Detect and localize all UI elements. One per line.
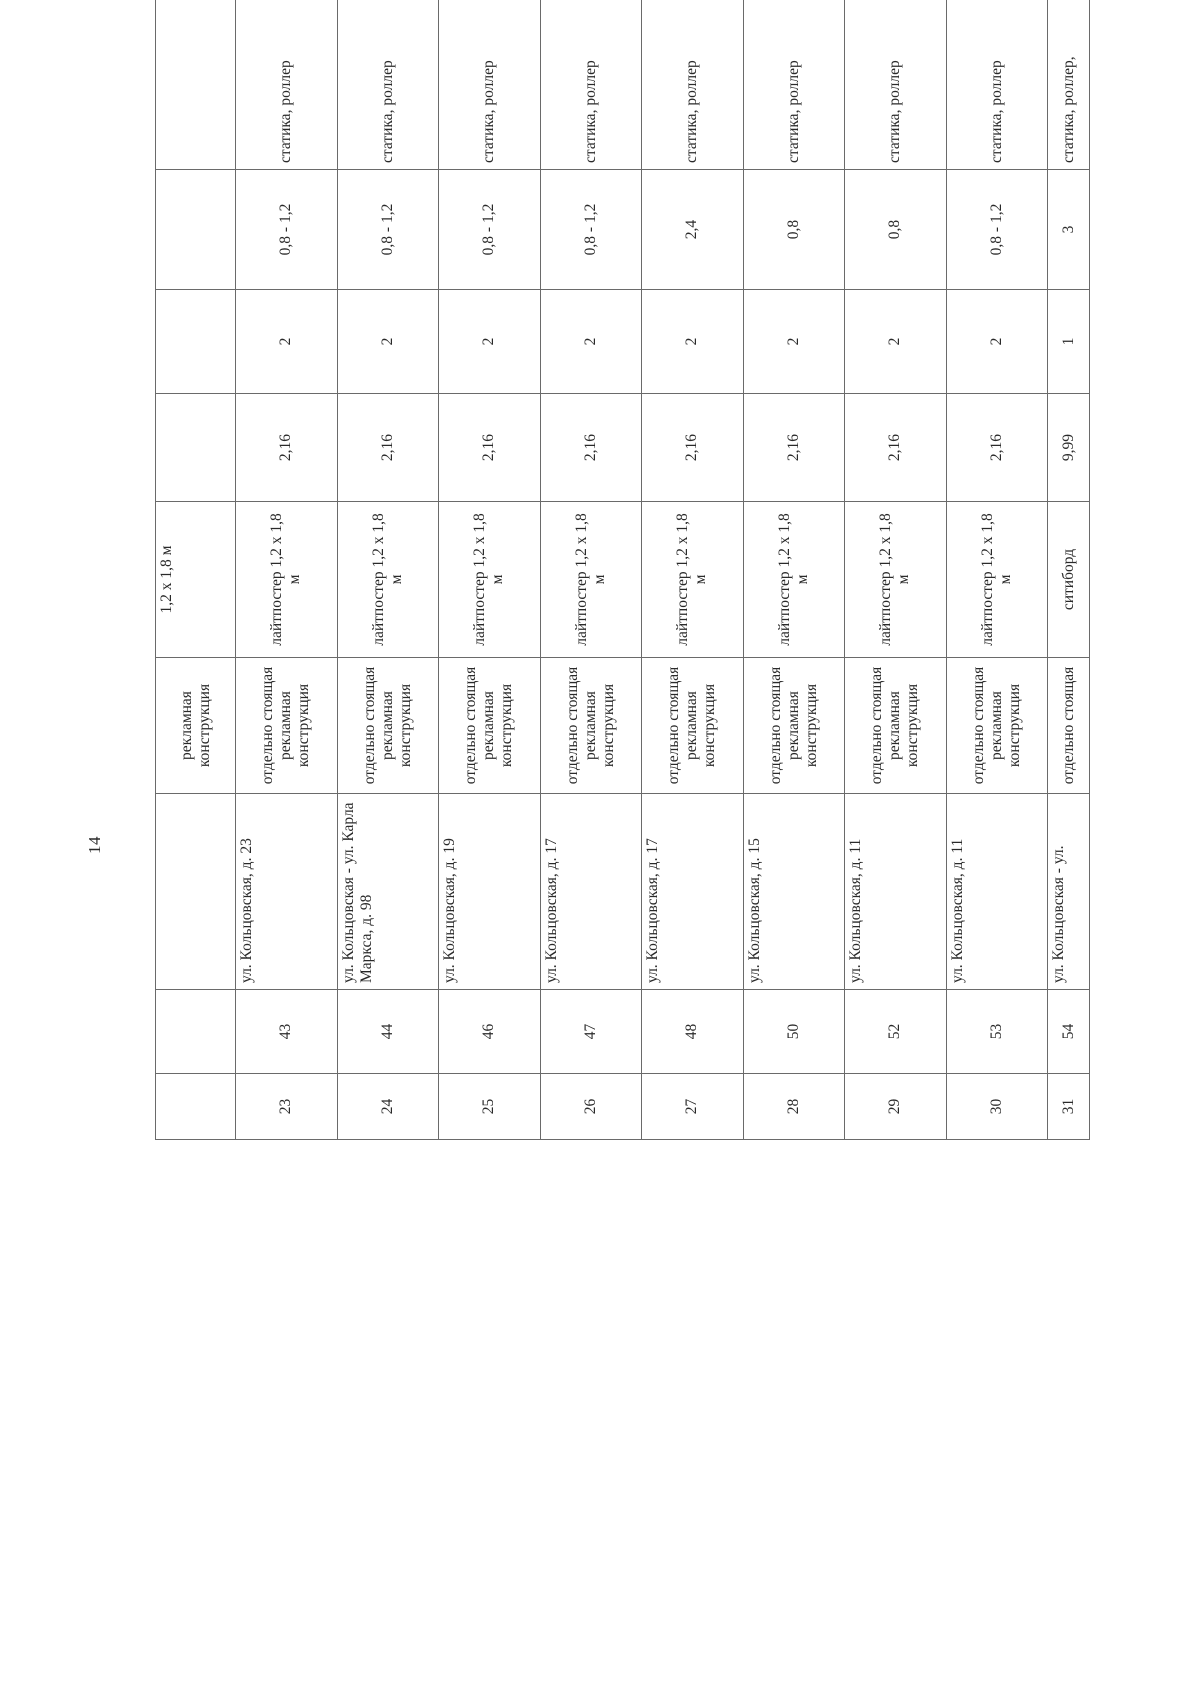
cell-type: отдельно стоящая рекламная конструкция bbox=[845, 658, 947, 794]
cell-technology: статика, роллер bbox=[236, 0, 338, 170]
cell-type: рекламная конструкция bbox=[156, 658, 236, 794]
cell-address: ул. Кольцовская, д. 11 bbox=[845, 794, 947, 990]
cell-id: 53 bbox=[946, 990, 1048, 1074]
cell-distance bbox=[156, 170, 236, 290]
cell-id: 44 bbox=[337, 990, 439, 1074]
cell-area bbox=[156, 394, 236, 502]
cell-id: 52 bbox=[845, 990, 947, 1074]
cell-number bbox=[156, 1074, 236, 1140]
cell-address: ул. Кольцовская, д. 19 bbox=[439, 794, 541, 990]
cell-format: 1,2 х 1,8 м bbox=[156, 502, 236, 658]
cell-area: 2,16 bbox=[743, 394, 845, 502]
cell-number: 29 bbox=[845, 1074, 947, 1140]
cell-technology: статика, роллер, bbox=[1048, 0, 1090, 170]
cell-distance: 0,8 - 1,2 bbox=[439, 170, 541, 290]
cell-distance: 3 bbox=[1048, 170, 1090, 290]
cell-type: отдельно стоящая рекламная конструкция bbox=[743, 658, 845, 794]
cell-number: 31 bbox=[1048, 1074, 1090, 1140]
cell-number: 26 bbox=[540, 1074, 642, 1140]
cell-technology bbox=[156, 0, 236, 170]
cell-technology: статика, роллер bbox=[642, 0, 744, 170]
cell-area: 2,16 bbox=[642, 394, 744, 502]
cell-address: ул. Кольцовская, д. 23 bbox=[236, 794, 338, 990]
cell-format: лайтпостер 1,2 х 1,8 м bbox=[337, 502, 439, 658]
table-row bbox=[743, 0, 845, 1140]
cell-sides bbox=[156, 290, 236, 394]
cell-sides: 2 bbox=[236, 290, 338, 394]
cell-distance: 2,4 bbox=[642, 170, 744, 290]
cell-type: отдельно стоящая рекламная конструкция bbox=[337, 658, 439, 794]
cell-id: 47 bbox=[540, 990, 642, 1074]
cell-technology: статика, роллер bbox=[540, 0, 642, 170]
cell-area: 2,16 bbox=[540, 394, 642, 502]
cell-format: лайтпостер 1,2 х 1,8 м bbox=[236, 502, 338, 658]
cell-type: отдельно стоящая рекламная конструкция bbox=[946, 658, 1048, 794]
cell-sides: 2 bbox=[642, 290, 744, 394]
cell-sides: 2 bbox=[337, 290, 439, 394]
cell-technology: статика, роллер bbox=[946, 0, 1048, 170]
cell-technology: статика, роллер bbox=[845, 0, 947, 170]
cell-address: ул. Кольцовская - ул. bbox=[1048, 794, 1090, 990]
cell-address bbox=[156, 794, 236, 990]
cell-format: лайтпостер 1,2 х 1,8 м bbox=[946, 502, 1048, 658]
cell-format: лайтпостер 1,2 х 1,8 м bbox=[642, 502, 744, 658]
continuation-row bbox=[156, 0, 236, 1140]
cell-sides: 2 bbox=[946, 290, 1048, 394]
cell-sides: 2 bbox=[845, 290, 947, 394]
cell-technology: статика, роллер bbox=[337, 0, 439, 170]
advertising-structures-table bbox=[155, 0, 1090, 1140]
cell-distance: 0,8 - 1,2 bbox=[946, 170, 1048, 290]
cell-format: лайтпостер 1,2 х 1,8 м bbox=[439, 502, 541, 658]
cell-number: 25 bbox=[439, 1074, 541, 1140]
cell-distance: 0,8 - 1,2 bbox=[236, 170, 338, 290]
table-row bbox=[439, 0, 541, 1140]
cell-id: 46 bbox=[439, 990, 541, 1074]
cell-technology: статика, роллер bbox=[743, 0, 845, 170]
cell-id: 48 bbox=[642, 990, 744, 1074]
cell-number: 23 bbox=[236, 1074, 338, 1140]
cell-address: ул. Кольцовская, д. 11 bbox=[946, 794, 1048, 990]
cell-distance: 0,8 - 1,2 bbox=[337, 170, 439, 290]
cell-id: 43 bbox=[236, 990, 338, 1074]
cell-area: 2,16 bbox=[439, 394, 541, 502]
table-row bbox=[540, 0, 642, 1140]
cell-address: ул. Кольцовская, д. 17 bbox=[642, 794, 744, 990]
table-row bbox=[946, 0, 1048, 1140]
cell-id: 50 bbox=[743, 990, 845, 1074]
table-row bbox=[845, 0, 947, 1140]
cell-number: 27 bbox=[642, 1074, 744, 1140]
cell-address: ул. Кольцовская - ул. Карла Маркса, д. 98 bbox=[337, 794, 439, 990]
cell-number: 24 bbox=[337, 1074, 439, 1140]
cell-format: лайтпостер 1,2 х 1,8 м bbox=[540, 502, 642, 658]
cell-type: отдельно стоящая рекламная конструкция bbox=[642, 658, 744, 794]
cell-type: отдельно стоящая bbox=[1048, 658, 1090, 794]
cell-distance: 0,8 bbox=[845, 170, 947, 290]
cell-type: отдельно стоящая рекламная конструкция bbox=[439, 658, 541, 794]
cell-format: ситиборд bbox=[1048, 502, 1090, 658]
cell-type: отдельно стоящая рекламная конструкция bbox=[540, 658, 642, 794]
cell-technology: статика, роллер bbox=[439, 0, 541, 170]
table-row bbox=[642, 0, 744, 1140]
cell-type: отдельно стоящая рекламная конструкция bbox=[236, 658, 338, 794]
cell-format: лайтпостер 1,2 х 1,8 м bbox=[845, 502, 947, 658]
cell-id bbox=[156, 990, 236, 1074]
cell-area: 9,99 bbox=[1048, 394, 1090, 502]
table-row bbox=[337, 0, 439, 1140]
table-row bbox=[1048, 0, 1090, 1140]
table-row bbox=[236, 0, 338, 1140]
cell-format: лайтпостер 1,2 х 1,8 м bbox=[743, 502, 845, 658]
cell-number: 28 bbox=[743, 1074, 845, 1140]
cell-id: 54 bbox=[1048, 990, 1090, 1074]
cell-sides: 2 bbox=[540, 290, 642, 394]
cell-sides: 2 bbox=[439, 290, 541, 394]
cell-sides: 1 bbox=[1048, 290, 1090, 394]
cell-area: 2,16 bbox=[845, 394, 947, 502]
cell-address: ул. Кольцовская, д. 17 bbox=[540, 794, 642, 990]
cell-address: ул. Кольцовская, д. 15 bbox=[743, 794, 845, 990]
cell-area: 2,16 bbox=[337, 394, 439, 502]
cell-distance: 0,8 bbox=[743, 170, 845, 290]
cell-number: 30 bbox=[946, 1074, 1048, 1140]
table-body bbox=[156, 0, 1090, 1140]
page-number: 14 bbox=[85, 836, 104, 854]
cell-distance: 0,8 - 1,2 bbox=[540, 170, 642, 290]
cell-sides: 2 bbox=[743, 290, 845, 394]
cell-area: 2,16 bbox=[946, 394, 1048, 502]
advertising-structures-table-wrapper bbox=[155, 56, 1090, 1140]
cell-area: 2,16 bbox=[236, 394, 338, 502]
